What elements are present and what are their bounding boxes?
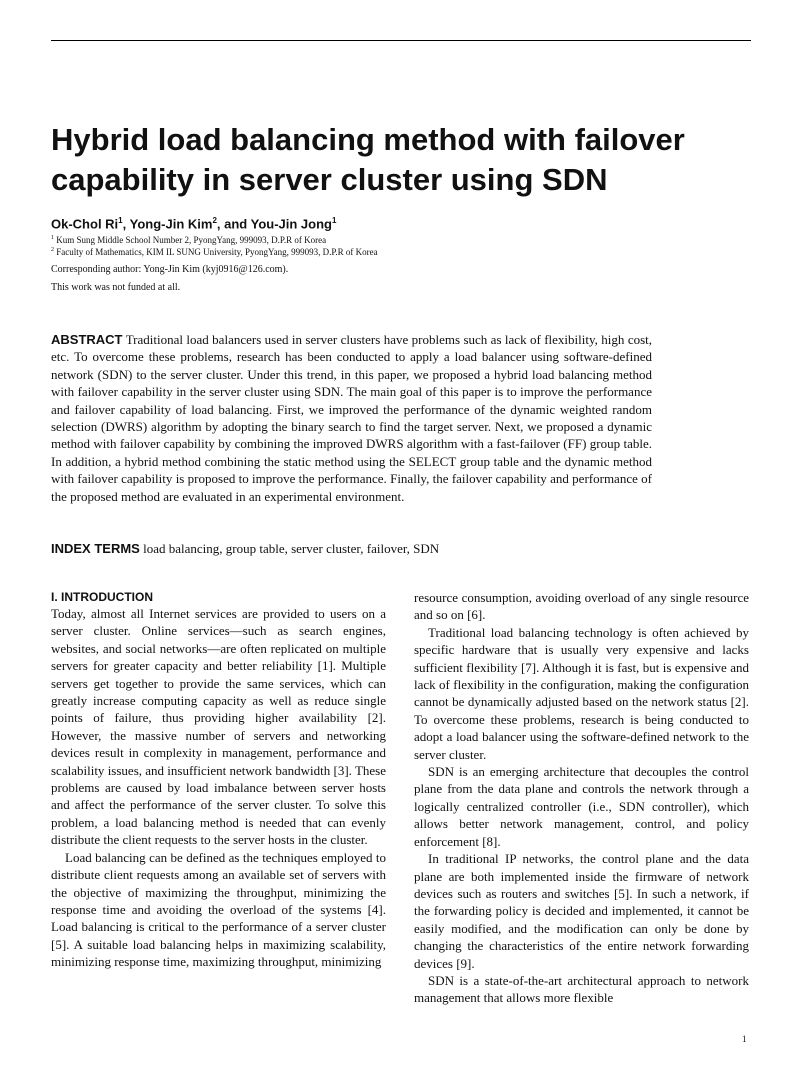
- author-affil-mark: 1: [118, 216, 123, 225]
- paragraph: SDN is an emerging architecture that decouples the control plane from the data plane and controls the network through a logically centralized controller (i.e., SDN controller), which allows better network management, control, and policy enforcement [8].: [414, 764, 749, 849]
- author-separator: , and: [216, 216, 251, 232]
- title-line-2: capability in server cluster using SDN: [51, 162, 608, 197]
- paragraph: In traditional IP networks, the control plane and the data plane are both implemented inside the firmware of network devices such as routers and switches [5]. In such a network, if the forwarding policy is decided and implemented, it cannot be easily modified, and the modification can only be done by changing the characteristics of the entire network forwarding devices [9].: [414, 851, 749, 971]
- page-number: 1: [742, 1034, 747, 1044]
- affiliation-text: Kum Sung Middle School Number 2, PyongYang, 999093, D.P.R of Korea: [56, 235, 327, 245]
- index-terms-text: load balancing, group table, server cluster, failover, SDN: [143, 541, 440, 556]
- affiliation-mark: 1: [51, 235, 54, 241]
- funding-statement: This work was not funded at all.: [51, 282, 181, 293]
- author-name: You-Jin Jong: [250, 216, 332, 232]
- author-name: Yong-Jin Kim: [129, 216, 213, 232]
- abstract: [51, 331, 652, 505]
- title-line-1: Hybrid load balancing method with failover: [51, 122, 685, 157]
- author-affil-mark: 1: [331, 216, 337, 225]
- abstract-text: Traditional load balancers used in server clusters have problems such as lack of flexibility, high cost, etc. To overcome these problems, research has been conducted to apply a load balancer using software-defined network (SDN) to the server cluster. Under this trend, in this paper, we proposed a hybrid load balancing method with failover capability in the server cluster using SDN. The main goal of this paper is to improve the performance and failover capability of load balancing. First, we improved the performance of the dynamic weighted random selection (DWRS) algorithm by adopting the binary search to find the target server. Next, we proposed a dynamic method with failover capability by combining the improved DWRS algorithm with a fast-failover (FF) group table. In addition, a hybrid method combining the static method using the SELECT group table and the dynamic method with failover capability is proposed to improve the performance. Finally, the failover capability and performance of the proposed method are evaluated in an experimental environment.: [51, 332, 653, 504]
- paragraph: Load balancing can be defined as the techniques employed to distribute client requests among an available set of servers with the objective of maximizing the throughput, minimizing the response time and avoiding the overload of the systems [4]. Load balancing is critical to the performance of a server cluster [5]. A suitable load balancing helps in maximizing scalability, minimizing response time, maximizing throughput, minimizing: [51, 849, 386, 970]
- section-heading-introduction: I. INTRODUCTION: [51, 590, 153, 604]
- author-list: [51, 212, 751, 233]
- abstract-label: ABSTRACT: [51, 332, 123, 347]
- index-terms-label: INDEX TERMS: [51, 541, 140, 556]
- affiliation-mark: 2: [51, 247, 54, 253]
- affiliation-2: [51, 244, 751, 258]
- paragraph: Today, almost all Internet services are provided to users on a server cluster. Online services—such as search engines, websites, and social networks—are often replicated on multiple servers for greater capacity and better reliability [1]. Multiple servers get together to provide the same services, which can greatly increase computing capacity as well as reduce single points of failure, thus providing higher availability [2]. However, the massive number of servers and networking devices result in complexity in management, performance and scalability issues, and insufficient network bandwidth [3]. These problems are caused by load imbalance between server hosts and affect the performance of the server cluster. To solve this problem, a load balancing method is needed that can evenly distribute the client requests to the server hosts in the cluster.: [51, 606, 386, 848]
- index-terms: [51, 540, 751, 557]
- right-column: [414, 589, 749, 1007]
- paper-title: [51, 120, 761, 200]
- header-rule: [51, 40, 751, 41]
- corresponding-author: Corresponding author: Yong-Jin Kim (kyj0916@126.com).: [51, 264, 289, 275]
- affiliation-text: Faculty of Mathematics, KIM IL SUNG University, PyongYang, 999093, D.P.R of Korea: [56, 247, 378, 257]
- author-separator: ,: [122, 216, 130, 232]
- author-affil-mark: 2: [212, 216, 217, 225]
- paragraph: SDN is a state-of-the-art architectural approach to network management that allows more flexible: [414, 972, 749, 1006]
- left-column: [51, 589, 386, 971]
- paragraph: Traditional load balancing technology is often achieved by specific hardware that is usually very expensive and lacks sufficient flexibility [7]. Although it is fast, but is expensive and lack of flexibility in the configuration, making the configuration cannot be dynamically adjusted based on the network status [2]. To overcome these problems, research is being conducted to adopt a load balancer using the software-defined network to the server cluster.: [414, 624, 749, 762]
- paragraph: resource consumption, avoiding overload of any single resource and so on [6].: [414, 590, 749, 623]
- author-name: Ok-Chol Ri: [51, 216, 119, 232]
